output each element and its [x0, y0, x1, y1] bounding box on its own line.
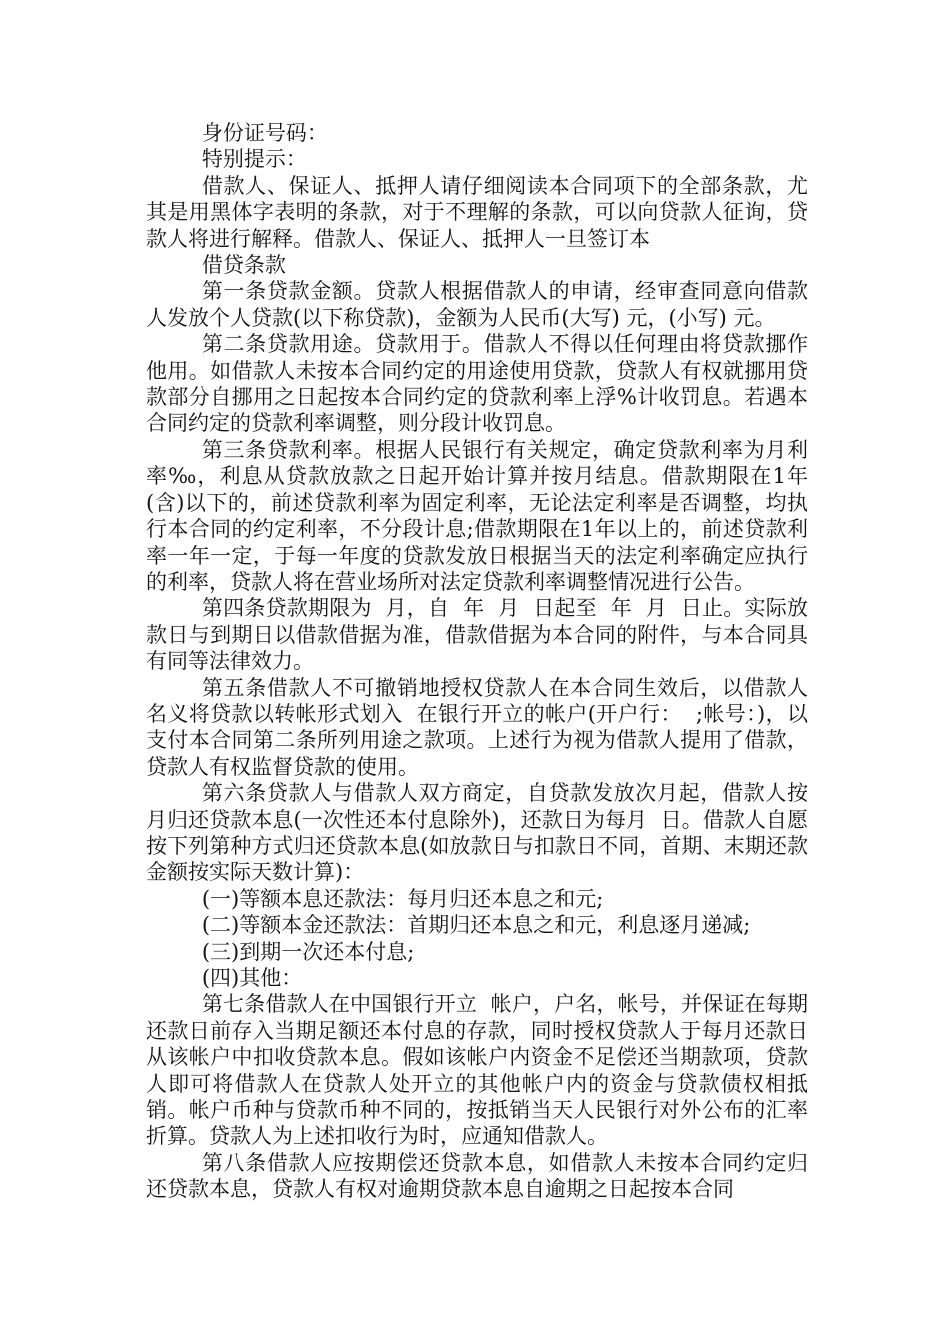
paragraph-repayment-option-1: (一)等额本息还款法：每月归还本息之和元; — [201, 886, 604, 911]
paragraph-article-1: 第一条贷款金额。贷款人根据借款人的申请，经审查同意向借款人发放个人贷款(以下称贷款)，金额为人民币(大写) 元，(小写) 元。 — [146, 279, 808, 330]
paragraph-id-number: 身份证号码： — [201, 121, 328, 145]
paragraph-article-5: 第五条借款人不可撤销地授权贷款人在本合同生效后，以借款人名义将贷款以转帐形式划入 在银行开立的帐户(开户行： ;帐号：)，以支付本合同第二条所列用途之款项。上述行为视为借款人提用了借款，贷款人有权监督贷款的使用。 — [146, 675, 808, 779]
paragraph-article-4: 第四条贷款期限为 月，自 年 月 日起至 年 月 日止。实际放款日与到期日以借款借据为准，借款借据为本合同的附件，与本合同具有同等法律效力。 — [146, 596, 808, 674]
paragraph-article-2: 第二条贷款用途。贷款用于。借款人不得以任何理由将贷款挪作他用。如借款人未按本合同约定的用途使用贷款，贷款人有权就挪用贷款部分自挪用之日起按本合同约定的贷款利率上浮%计收罚息。若遇本合同约定的贷款利率调整，则分段计收罚息。 — [146, 332, 808, 436]
paragraph-repayment-option-2: (二)等额本金还款法：首期归还本息之和元，利息逐月递减; — [201, 913, 751, 938]
paragraph-reading-notice: 借款人、保证人、抵押人请仔细阅读本合同项下的全部条款，尤其是用黑体字表明的条款，对于不理解的条款，可以向贷款人征询，贷款人将进行解释。借款人、保证人、抵押人一旦签订本 — [146, 173, 808, 251]
paragraph-article-8: 第八条借款人应按期偿还贷款本息，如借款人未按本合同约定归还贷款本息，贷款人有权对逾期贷款本息自逾期之日起按本合同 — [146, 1150, 808, 1202]
paragraph-loan-terms-heading: 借贷条款 — [201, 253, 286, 278]
paragraph-repayment-option-3: (三)到期一次还本付息; — [201, 939, 415, 964]
paragraph-article-7: 第七条借款人在中国银行开立 帐户，户名，帐号，并保证在每期还款日前存入当期足额还本付息的存款，同时授权贷款人于每月还款日从该帐户中扣收贷款本息。假如该帐户内资金不足偿还当期款项，贷款人即可将借款人在贷款人处开立的其他帐户内的资金与贷款债权相抵销。帐户币种与贷款币种不同的，按抵销当天人民银行对外公布的汇率折算。贷款人为上述扣收行为时，应通知借款人。 — [146, 992, 808, 1149]
paragraph-article-6: 第六条贷款人与借款人双方商定，自贷款发放次月起，借款人按月归还贷款本息(一次性还本付息除外)，还款日为每月 日。借款人自愿按下列第种方式归还贷款本息(如放款日与扣款日不同，首期、末期还款金额按实际天数计算)： — [146, 781, 808, 885]
paragraph-repayment-option-4: (四)其他： — [201, 966, 303, 990]
document-body — [146, 120, 808, 1203]
paragraph-article-3: 第三条贷款利率。根据人民银行有关规定，确定贷款利率为月利率‰，利息从贷款放款之日起开始计算并按月结息。借款期限在1年(含)以下的，前述贷款利率为固定利率，无论法定利率是否调整，均执行本合同的约定利率，不分段计息;借款期限在1年以上的，前述贷款利率一年一定，于每一年度的贷款发放日根据当天的法定利率确定应执行的利率，贷款人将在营业场所对法定贷款利率调整情况进行公告。 — [146, 437, 808, 594]
paragraph-special-notice: 特别提示： — [201, 147, 307, 172]
